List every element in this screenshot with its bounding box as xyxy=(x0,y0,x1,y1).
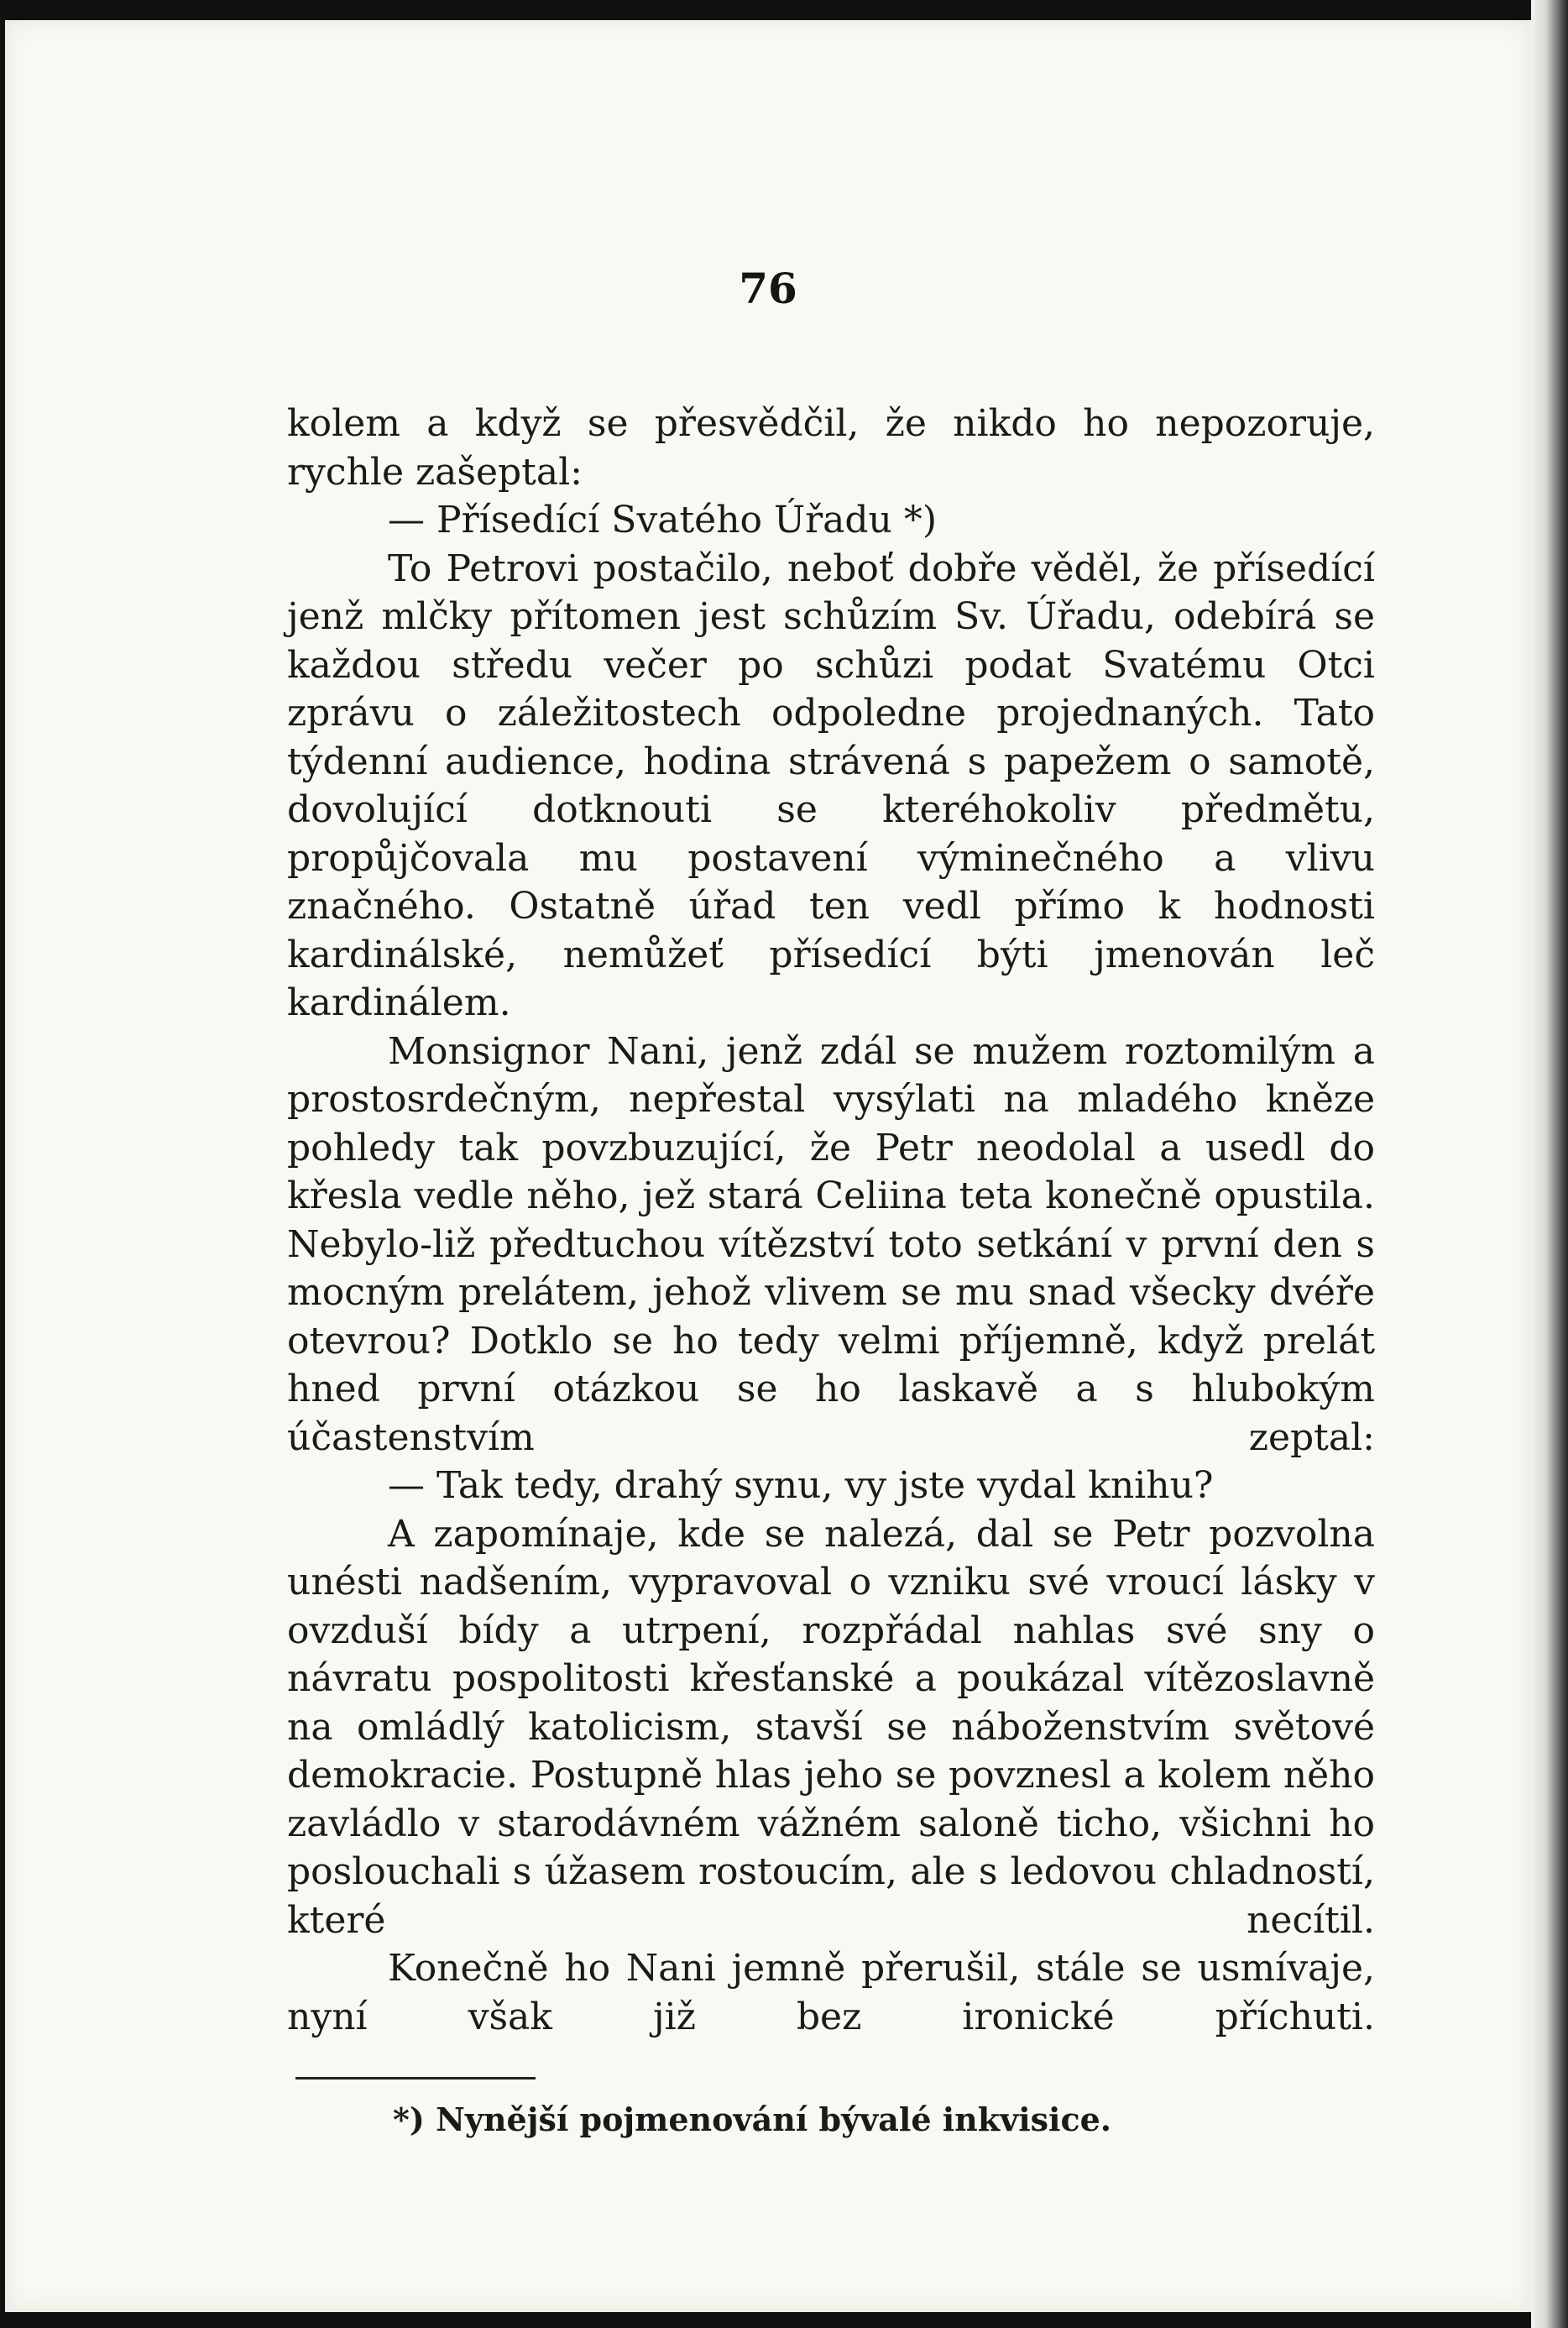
paragraph-6: A zapomínaje, kde se nalezá, dal se Petr pozvolna unésti nadšením, vypravoval o vzniku své vroucí lásky v ovzduší bídy a utrpení, rozpřádal nahlas své sny o návratu pospolitosti křesťanské a poukázal vítězoslavně na omládlý katolicism, stavší se náboženstvím světové demokracie. Postupně hlas jeho se povznesl a kolem něho zavládlo v starodávném vážném saloně ticho, všichni ho poslouchali s úžasem rostoucím, ale s ledovou chladností, které necítil. xyxy=(287,1512,1375,1942)
paragraph-4: Monsignor Nani, jenž zdál se mužem roztomilým a prostosrdečným, nepřestal vysýlati na mladého kněze pohledy tak povzbuzující, že Petr neodolal a usedl do křesla vedle něho, jež stará Celiina teta konečně opustila. Nebylo-liž předtuchou vítězství toto setkání v první den s mocným prelátem, jehož vlivem se mu snad všecky dvéře otevrou? Dotklo se ho tedy velmi příjemně, když prelát hned první otázkou se ho laskavě a s hlubokým účastenstvím zeptal: xyxy=(287,1029,1375,1459)
footnote-divider xyxy=(295,2077,536,2080)
book-page xyxy=(5,20,1531,2312)
paragraph-2: — Přísedící Svatého Úřadu *) xyxy=(388,499,938,541)
body-text xyxy=(287,400,1375,2041)
paragraph-3: To Petrovi postačilo, neboť dobře věděl, že přísedící jenž mlčky přítomen jest schůzím Sv. Úřadu, odebírá se každou středu večer po schůzi podat Svatému Otci zprávu o záležitostech odpoledne projednaných. Tato týdenní audience, hodina strávená s papežem o samotě, dovolující dotknouti se kteréhokoliv předmětu, propůjčovala mu postavení výminečného a vlivu značného. Ostatně úřad ten vedl přímo k hodnosti kardinálské, nemůžeť přísedící býti jmenován leč kardinálem. xyxy=(287,547,1375,1024)
footnote: *) Nynější pojmenování bývalé inkvisice. xyxy=(393,2100,1112,2138)
paragraph-5: — Tak tedy, drahý synu, vy jste vydal knihu? xyxy=(388,1464,1214,1507)
page-edge-shadow xyxy=(1531,0,1568,2328)
paragraph-7: Konečně ho Nani jemně přerušil, stále se usmívaje, nyní však již bez ironické příchuti. xyxy=(287,1947,1375,2038)
page-number: 76 xyxy=(739,264,797,313)
paragraph-1: kolem a když se přesvědčil, že nikdo ho nepozoruje, rychle zašeptal: xyxy=(287,402,1375,494)
